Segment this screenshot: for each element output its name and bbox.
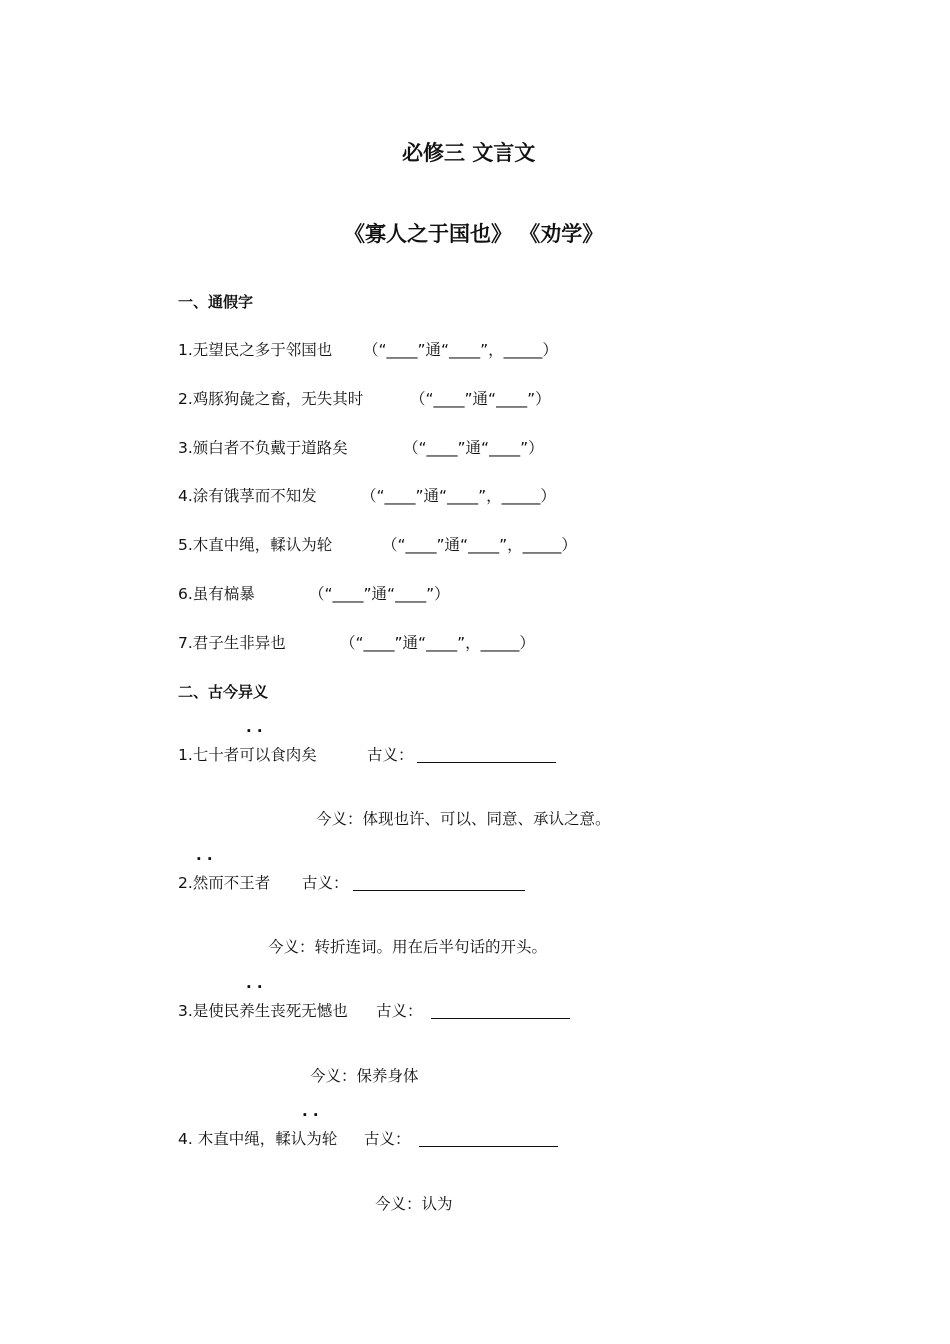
list-item	[178, 745, 317, 765]
page-subtitle: 《寡人之于国也》 《劝学》	[344, 222, 604, 246]
jin-meaning: 今义：认为	[375, 1195, 453, 1213]
list-item	[178, 438, 348, 458]
answer-blank[interactable]: （“____”通“____”）	[309, 585, 450, 603]
item-text: 6.虽有槁暴	[178, 585, 255, 603]
list-item	[178, 535, 332, 555]
emphasis-dots: · ·	[196, 850, 213, 868]
list-item	[178, 584, 255, 604]
item-text: 1.七十者可以食肉矣	[178, 746, 317, 764]
list-item	[178, 389, 363, 409]
item-text: 4.涂有饿莩而不知发	[178, 487, 317, 505]
gu-label: 古义：	[376, 1002, 423, 1020]
item-text: 5.木直中绳，輮认为轮	[178, 536, 333, 554]
jin-meaning: 今义：保养身体	[310, 1067, 419, 1085]
emphasis-dots: · ·	[246, 722, 263, 740]
answer-blank[interactable]: （“____”通“____”）	[403, 439, 544, 457]
answer-blank[interactable]: （“____”通“____”，_____）	[361, 487, 556, 505]
item-text: 1.无望民之多于邻国也	[178, 341, 333, 359]
gu-answer-field[interactable]	[419, 1132, 558, 1147]
answer-blank[interactable]: （“____”通“____”）	[410, 390, 551, 408]
list-item	[178, 633, 286, 653]
emphasis-dots: · ·	[246, 978, 263, 996]
gu-label: 古义：	[364, 1130, 411, 1148]
page-title: 必修三 文言文	[402, 141, 536, 165]
list-item	[178, 486, 317, 506]
gu-label: 古义：	[302, 874, 349, 892]
gu-label: 古义：	[367, 746, 414, 764]
list-item	[178, 1001, 348, 1021]
item-text: 3.颁白者不负戴于道路矣	[178, 439, 348, 457]
item-text: 7.君子生非异也	[178, 634, 286, 652]
list-item	[178, 340, 332, 360]
gu-answer-field[interactable]	[431, 1004, 570, 1019]
jin-meaning: 今义：转折连词。用在后半句话的开头。	[268, 938, 548, 956]
item-text: 3.是使民养生丧死无憾也	[178, 1002, 348, 1020]
list-item	[178, 1129, 337, 1149]
answer-blank[interactable]: （“____”通“____”，_____）	[340, 634, 535, 652]
emphasis-dots: · ·	[302, 1106, 319, 1124]
section-heading-gujin: 二、古今异义	[178, 683, 269, 701]
jin-meaning: 今义：体现也许、可以、同意、承认之意。	[316, 810, 611, 828]
item-text: 2.然而不王者	[178, 874, 271, 892]
section-heading-tongjia: 一、通假字	[178, 293, 254, 311]
answer-blank[interactable]: （“____”通“____”，_____）	[363, 341, 558, 359]
answer-blank[interactable]: （“____”通“____”，_____）	[382, 536, 577, 554]
item-text: 4. 木直中绳，輮认为轮	[178, 1130, 338, 1148]
gu-answer-field[interactable]	[417, 748, 556, 763]
item-text: 2.鸡豚狗彘之畜，无失其时	[178, 390, 364, 408]
gu-answer-field[interactable]	[353, 876, 525, 891]
list-item	[178, 873, 270, 893]
